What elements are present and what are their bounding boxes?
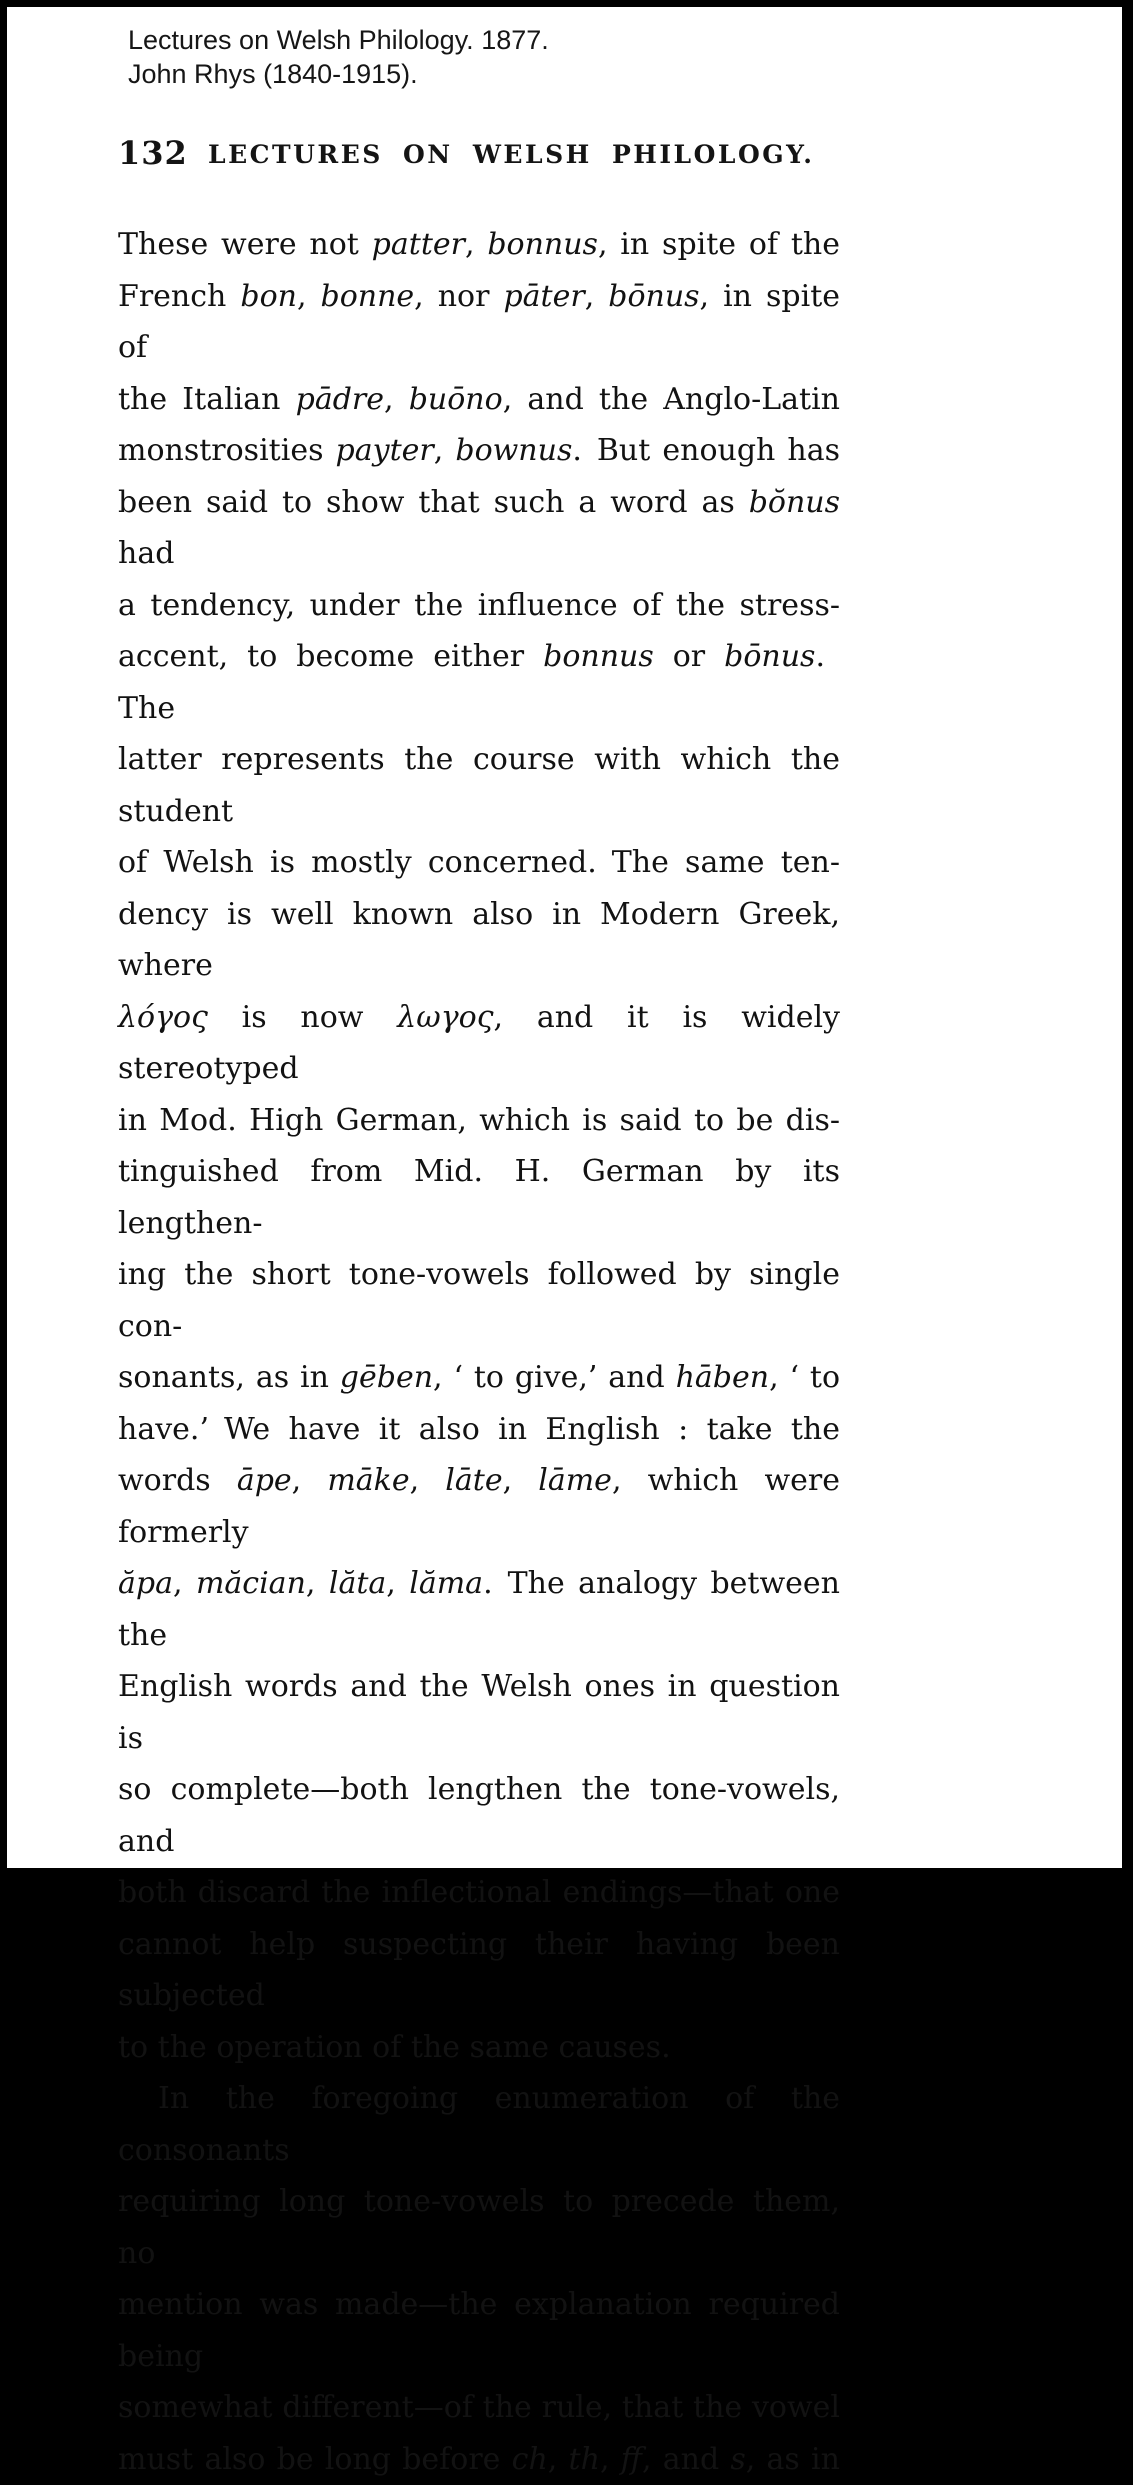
body-line <box>118 1764 840 1867</box>
body-line <box>118 992 840 1095</box>
body-line <box>118 1249 840 1352</box>
italic-term: buōno <box>409 382 503 417</box>
italic-term: māke <box>327 1463 409 1498</box>
body-line <box>118 1455 840 1558</box>
italic-term: lāte <box>445 1463 502 1498</box>
italic-term: λόγος <box>118 1000 208 1035</box>
body-line <box>118 2434 840 2485</box>
body-line <box>118 1095 840 1147</box>
italic-term: bownus <box>455 433 572 468</box>
text-segment: , and it is widely stereotyped <box>118 1000 840 1087</box>
text-segment: mention was made—the explanation required being <box>118 2287 840 2374</box>
text-segment: , which were formerly <box>118 1463 840 1550</box>
body-line <box>118 1558 840 1661</box>
body-line <box>118 1352 840 1404</box>
text-segment: latter represents the course with which the student <box>118 742 840 829</box>
text-segment: , <box>306 1566 329 1601</box>
text-segment: , <box>503 1463 539 1498</box>
book-page <box>7 7 1122 1868</box>
body-line <box>118 1867 840 1919</box>
italic-term: ff <box>621 2442 642 2477</box>
italic-term: āpe <box>237 1463 292 1498</box>
text-segment: , <box>585 279 609 314</box>
text-segment: , <box>297 279 321 314</box>
body-line <box>118 2382 840 2434</box>
body-line <box>118 580 840 632</box>
body-line <box>118 837 840 889</box>
text-segment: ing the short tone-vowels followed by single con- <box>118 1257 840 1344</box>
text-segment: must also be long before <box>118 2442 512 2477</box>
text-segment: In the foregoing enumeration of the consonants <box>118 2081 840 2168</box>
text-segment: sonants, as in <box>118 1360 340 1395</box>
body-line <box>118 425 840 477</box>
text-segment: had <box>118 536 174 571</box>
text-segment: of Welsh is mostly concerned. The same ten- <box>118 845 840 880</box>
italic-term: th <box>569 2442 600 2477</box>
italic-term: bonnus <box>543 639 654 674</box>
text-segment: both discard the inflectional endings—that one <box>118 1875 840 1910</box>
text-segment: in Mod. High German, which is said to be dis- <box>118 1103 840 1138</box>
body-line <box>118 271 840 374</box>
italic-term: bonne <box>321 279 415 314</box>
text-segment: a tendency, under the influence of the stress- <box>118 588 840 623</box>
annotation-title-line: Lectures on Welsh Philology. 1877. <box>128 23 549 57</box>
text-segment: somewhat different—of the rule, that the vowel <box>118 2390 840 2425</box>
scan-annotation <box>128 23 549 91</box>
text-segment: , in spite of the <box>598 227 840 262</box>
body-line <box>118 889 840 992</box>
text-segment: words <box>118 1463 237 1498</box>
text-segment: dency is well known also in Modern Greek, where <box>118 897 840 984</box>
italic-term: lăma <box>409 1566 483 1601</box>
body-line <box>118 1146 840 1249</box>
italic-term: bon <box>240 279 297 314</box>
text-segment: , nor <box>414 279 503 314</box>
text-segment: , <box>410 1463 446 1498</box>
text-segment: , <box>434 433 456 468</box>
text-segment: so complete—both lengthen the tone-vowels, and <box>118 1772 840 1859</box>
text-segment: English words and the Welsh ones in question is <box>118 1669 840 1756</box>
text-segment: , ‘ to give,’ and <box>433 1360 676 1395</box>
body-line <box>118 2279 840 2382</box>
italic-term: payter <box>336 433 434 468</box>
running-header <box>118 132 834 176</box>
body-line <box>118 1404 840 1456</box>
italic-term: pāter <box>503 279 584 314</box>
text-segment: , <box>465 227 487 262</box>
text-segment: . But enough has <box>572 433 840 468</box>
italic-term: măcian <box>196 1566 306 1601</box>
text-segment: , ‘ to <box>769 1360 840 1395</box>
italic-term: bōnus <box>724 639 815 674</box>
text-segment: cannot help suspecting their having been subjected <box>118 1927 840 2014</box>
body-line <box>118 477 840 580</box>
body-line <box>118 2176 840 2279</box>
italic-term: hāben <box>676 1360 770 1395</box>
text-segment: the Italian <box>118 382 296 417</box>
text-segment: tinguished from Mid. H. German by its lengthen- <box>118 1154 840 1241</box>
text-segment: to the operation of the same causes. <box>118 2030 671 2065</box>
text-segment: , in spite of <box>118 279 840 366</box>
text-segment: , <box>173 1566 196 1601</box>
text-segment: have.’ We have it also in English : take the <box>118 1412 840 1447</box>
text-segment: or <box>654 639 724 674</box>
running-header-title: LECTURES ON WELSH PHILOLOGY. <box>208 140 814 169</box>
italic-term: λωγος <box>397 1000 493 1035</box>
body-line <box>118 1661 840 1764</box>
text-segment: is now <box>208 1000 397 1035</box>
italic-term: lāme <box>538 1463 612 1498</box>
italic-term: bŏnus <box>749 485 840 520</box>
italic-term: lăta <box>329 1566 386 1601</box>
text-segment: , <box>548 2442 569 2477</box>
italic-term: s <box>730 2442 745 2477</box>
body-text <box>118 219 840 2485</box>
text-segment: monstrosities <box>118 433 336 468</box>
text-segment: These were not <box>118 227 372 262</box>
italic-term: patter <box>372 227 465 262</box>
body-line <box>118 1919 840 2022</box>
text-segment: , and <box>642 2442 730 2477</box>
text-segment: , <box>292 1463 328 1498</box>
italic-term: bonnus <box>487 227 598 262</box>
text-segment: , <box>384 382 409 417</box>
italic-term: bōnus <box>608 279 699 314</box>
text-segment: been said to show that such a word as <box>118 485 749 520</box>
body-line <box>118 734 840 837</box>
body-line <box>118 374 840 426</box>
page-number: 132 <box>118 134 188 172</box>
text-segment: , and the Anglo-Latin <box>503 382 840 417</box>
italic-term: ăpa <box>118 1566 173 1601</box>
annotation-author-line: John Rhys (1840-1915). <box>128 57 549 91</box>
body-line <box>118 2073 840 2176</box>
text-segment: requiring long tone-vowels to precede them, no <box>118 2184 840 2271</box>
text-segment: accent, to become either <box>118 639 543 674</box>
text-segment: . The <box>118 639 840 726</box>
text-segment: , <box>600 2442 621 2477</box>
italic-term: gēben <box>340 1360 433 1395</box>
italic-term: ch <box>512 2442 548 2477</box>
body-line <box>118 631 840 734</box>
body-line <box>118 2022 840 2074</box>
body-line <box>118 219 840 271</box>
text-segment: , as in <box>746 2442 840 2477</box>
italic-term: pādre <box>296 382 384 417</box>
text-segment: , <box>386 1566 409 1601</box>
text-segment: French <box>118 279 240 314</box>
text-segment: . The analogy between the <box>118 1566 840 1653</box>
